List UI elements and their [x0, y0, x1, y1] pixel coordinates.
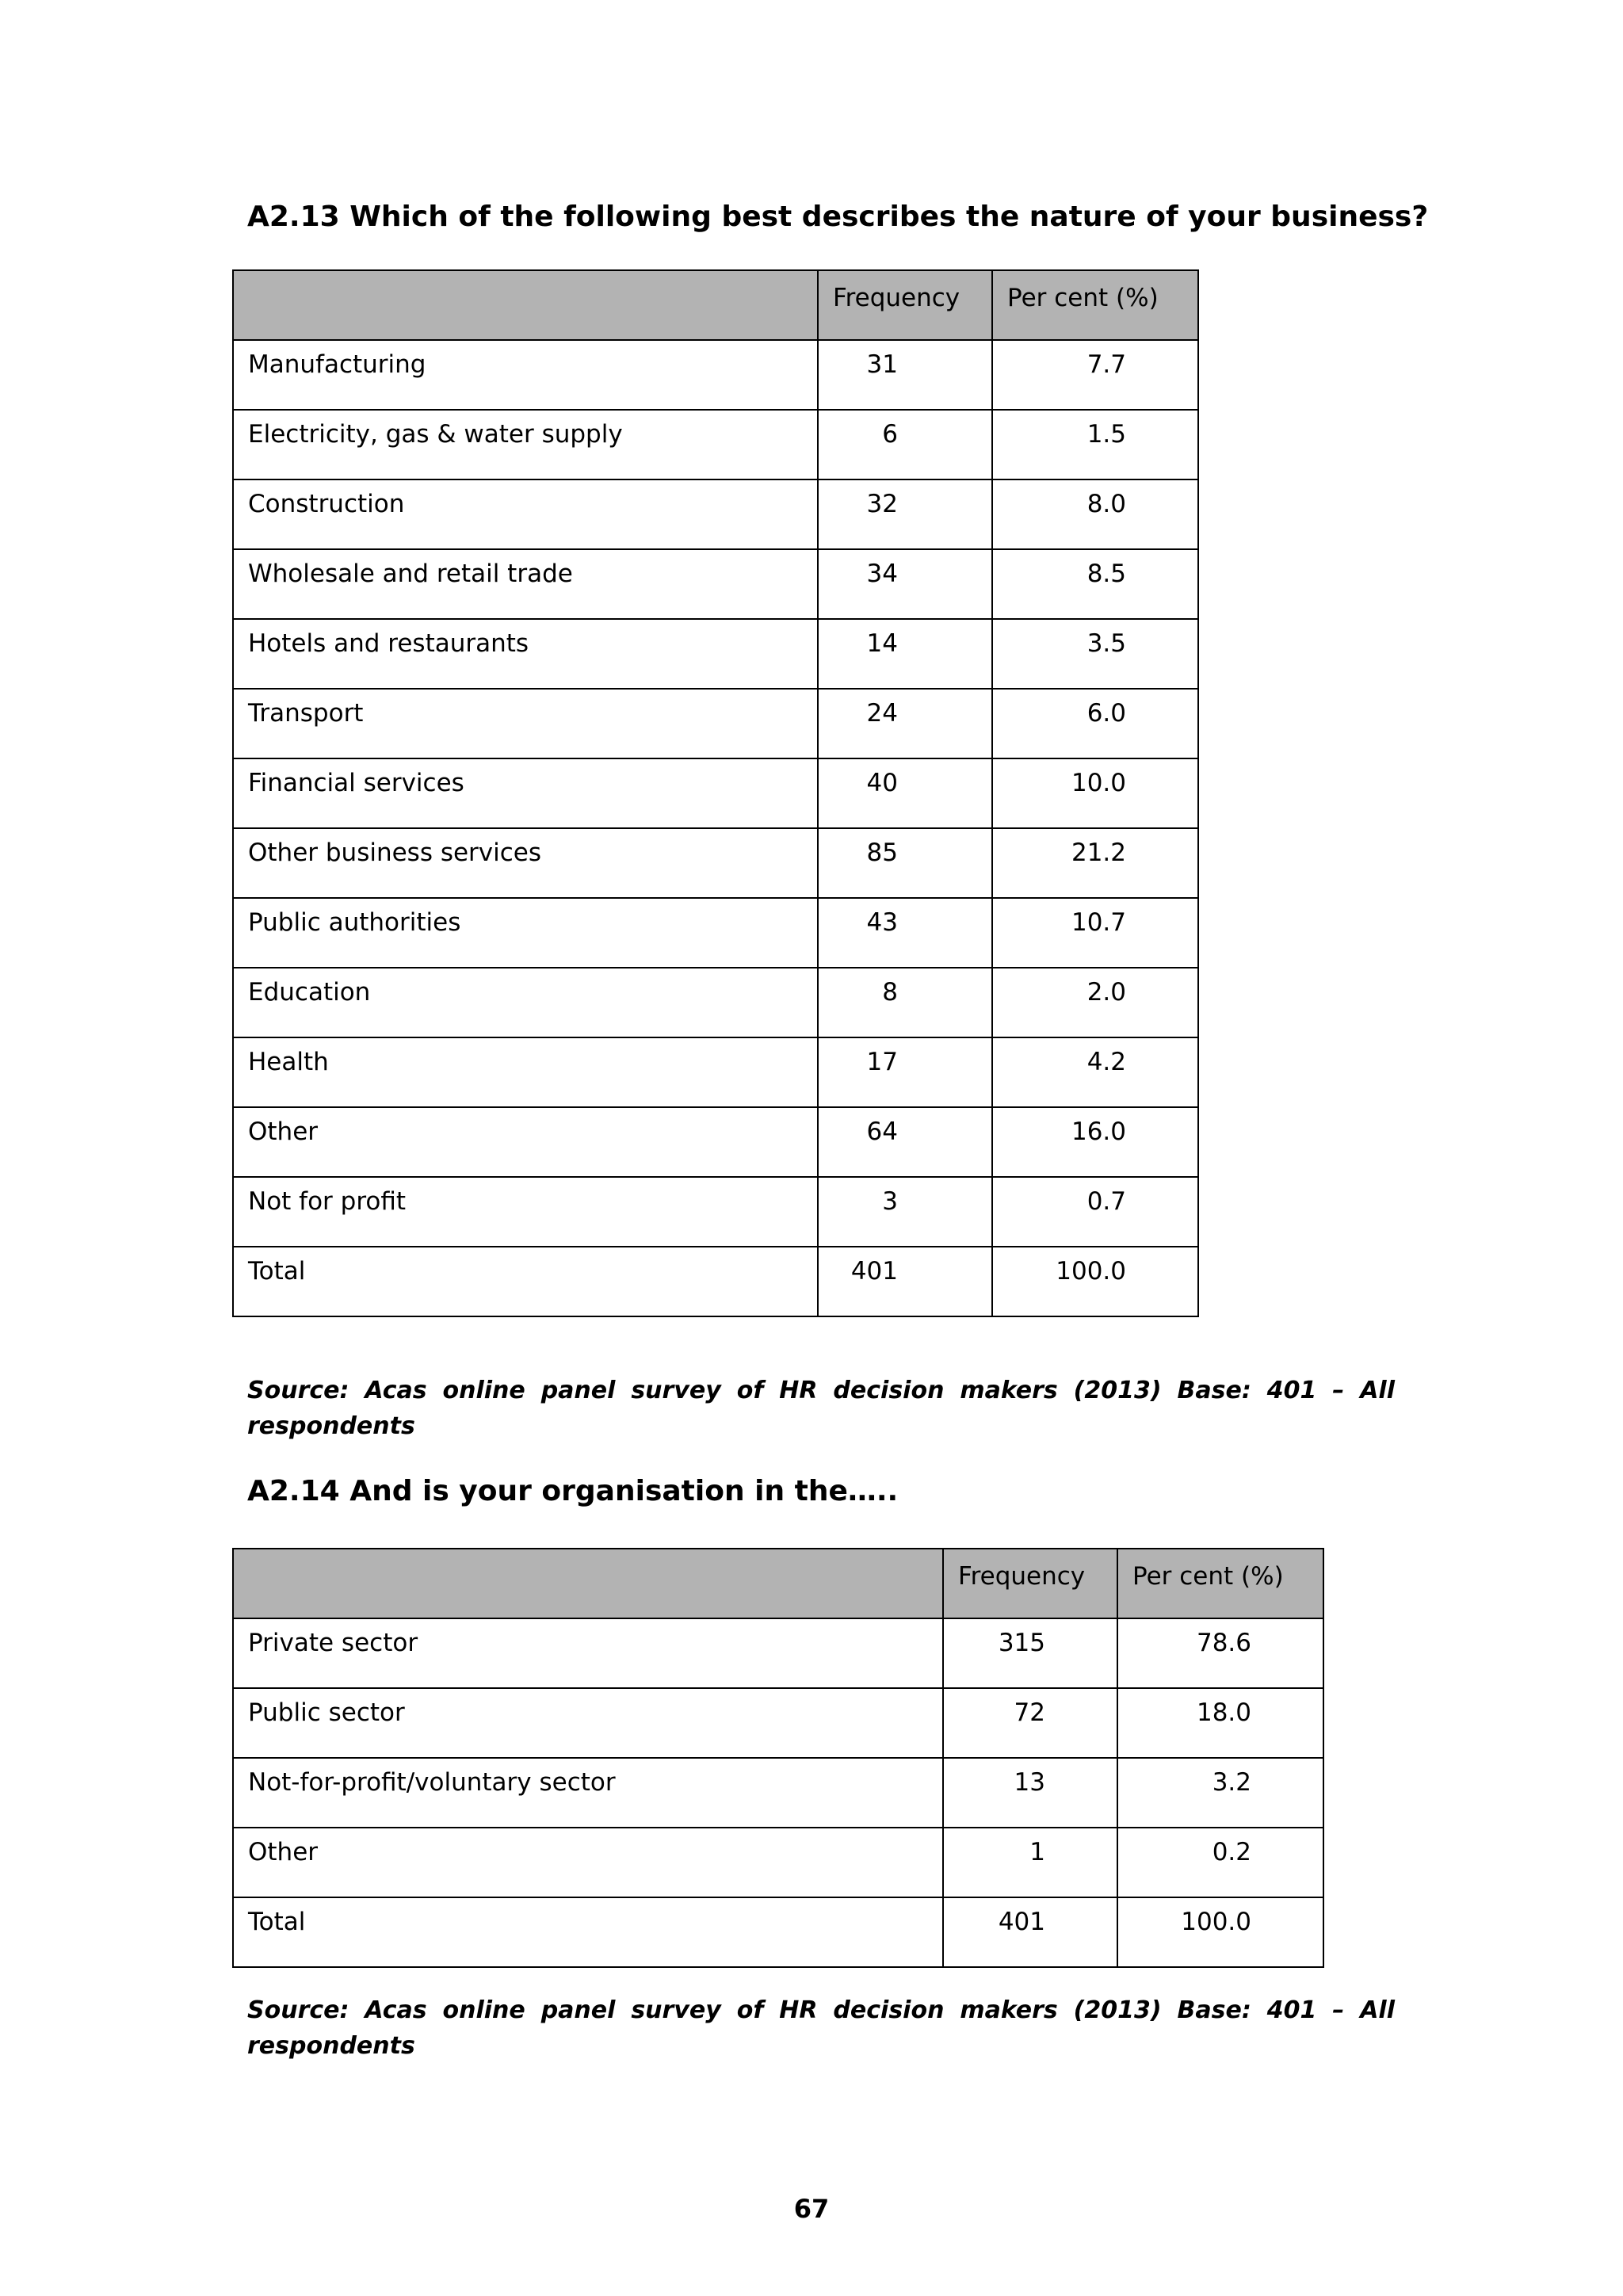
table-row — [233, 758, 1198, 828]
table-header-row — [233, 1549, 1323, 1618]
table-row — [233, 1247, 1198, 1316]
row-label: Hotels and restaurants — [233, 619, 818, 689]
table-row — [233, 828, 1198, 898]
row-label: Public authorities — [233, 898, 818, 968]
row-frequency: 64 — [818, 1107, 992, 1177]
row-label: Not for profit — [233, 1177, 818, 1247]
header-label-cell — [233, 1549, 943, 1618]
business-nature-table — [232, 269, 1199, 1317]
row-label: Other — [233, 1107, 818, 1177]
header-frequency: Frequency — [818, 270, 992, 340]
row-percent: 7.7 — [992, 340, 1198, 410]
table-row — [233, 340, 1198, 410]
row-percent: 100.0 — [992, 1247, 1198, 1316]
row-label: Financial services — [233, 758, 818, 828]
row-frequency: 72 — [943, 1688, 1117, 1758]
row-frequency: 31 — [818, 340, 992, 410]
row-frequency: 34 — [818, 549, 992, 619]
table-header-row — [233, 270, 1198, 340]
row-frequency: 401 — [943, 1897, 1117, 1967]
page-number: 67 — [793, 2194, 830, 2224]
row-label: Electricity, gas & water supply — [233, 410, 818, 479]
row-percent: 100.0 — [1117, 1897, 1323, 1967]
table-row — [233, 1897, 1323, 1967]
row-label: Private sector — [233, 1618, 943, 1688]
row-percent: 21.2 — [992, 828, 1198, 898]
row-label: Not-for-profit/voluntary sector — [233, 1758, 943, 1828]
row-frequency: 32 — [818, 479, 992, 549]
header-frequency: Frequency — [943, 1549, 1117, 1618]
row-percent: 6.0 — [992, 689, 1198, 758]
table-row — [233, 1107, 1198, 1177]
row-label: Public sector — [233, 1688, 943, 1758]
row-percent: 3.5 — [992, 619, 1198, 689]
source-note: Source: Acas online panel survey of HR decision makers (2013) Base: 401 – All respondents — [247, 1377, 1395, 1440]
table-row — [233, 898, 1198, 968]
row-label: Education — [233, 968, 818, 1037]
row-percent: 18.0 — [1117, 1688, 1323, 1758]
row-frequency: 315 — [943, 1618, 1117, 1688]
row-frequency: 85 — [818, 828, 992, 898]
row-percent: 78.6 — [1117, 1618, 1323, 1688]
row-frequency: 13 — [943, 1758, 1117, 1828]
table-row — [233, 968, 1198, 1037]
row-label: Wholesale and retail trade — [233, 549, 818, 619]
row-frequency: 17 — [818, 1037, 992, 1107]
row-label: Health — [233, 1037, 818, 1107]
row-frequency: 1 — [943, 1828, 1117, 1897]
table-row — [233, 689, 1198, 758]
row-percent: 3.2 — [1117, 1758, 1323, 1828]
row-frequency: 40 — [818, 758, 992, 828]
table-row — [233, 410, 1198, 479]
row-label: Transport — [233, 689, 818, 758]
row-label: Total — [233, 1247, 818, 1316]
header-percent: Per cent (%) — [1117, 1549, 1323, 1618]
organisation-sector-table — [232, 1548, 1324, 1968]
header-percent: Per cent (%) — [992, 270, 1198, 340]
row-label: Construction — [233, 479, 818, 549]
header-label-cell — [233, 270, 818, 340]
row-percent: 10.7 — [992, 898, 1198, 968]
table-row — [233, 549, 1198, 619]
table-row — [233, 1618, 1323, 1688]
section-heading-a2-14: A2.14 And is your organisation in the….. — [247, 1475, 899, 1507]
row-percent: 8.0 — [992, 479, 1198, 549]
row-frequency: 14 — [818, 619, 992, 689]
row-percent: 0.7 — [992, 1177, 1198, 1247]
table-row — [233, 1037, 1198, 1107]
row-percent: 0.2 — [1117, 1828, 1323, 1897]
row-frequency: 24 — [818, 689, 992, 758]
row-label: Other business services — [233, 828, 818, 898]
row-label: Total — [233, 1897, 943, 1967]
row-percent: 2.0 — [992, 968, 1198, 1037]
section-heading-a2-13: A2.13 Which of the following best describes the nature of your business? — [247, 201, 1429, 233]
row-percent: 16.0 — [992, 1107, 1198, 1177]
row-percent: 8.5 — [992, 549, 1198, 619]
row-frequency: 43 — [818, 898, 992, 968]
row-frequency: 8 — [818, 968, 992, 1037]
row-label: Manufacturing — [233, 340, 818, 410]
table-row — [233, 479, 1198, 549]
row-frequency: 3 — [818, 1177, 992, 1247]
row-percent: 10.0 — [992, 758, 1198, 828]
source-note: Source: Acas online panel survey of HR decision makers (2013) Base: 401 – All respondents — [247, 1996, 1395, 2060]
row-frequency: 401 — [818, 1247, 992, 1316]
table-row — [233, 1828, 1323, 1897]
table-row — [233, 1177, 1198, 1247]
table-row — [233, 1688, 1323, 1758]
table-row — [233, 619, 1198, 689]
table-row — [233, 1758, 1323, 1828]
row-percent: 4.2 — [992, 1037, 1198, 1107]
row-label: Other — [233, 1828, 943, 1897]
row-percent: 1.5 — [992, 410, 1198, 479]
row-frequency: 6 — [818, 410, 992, 479]
